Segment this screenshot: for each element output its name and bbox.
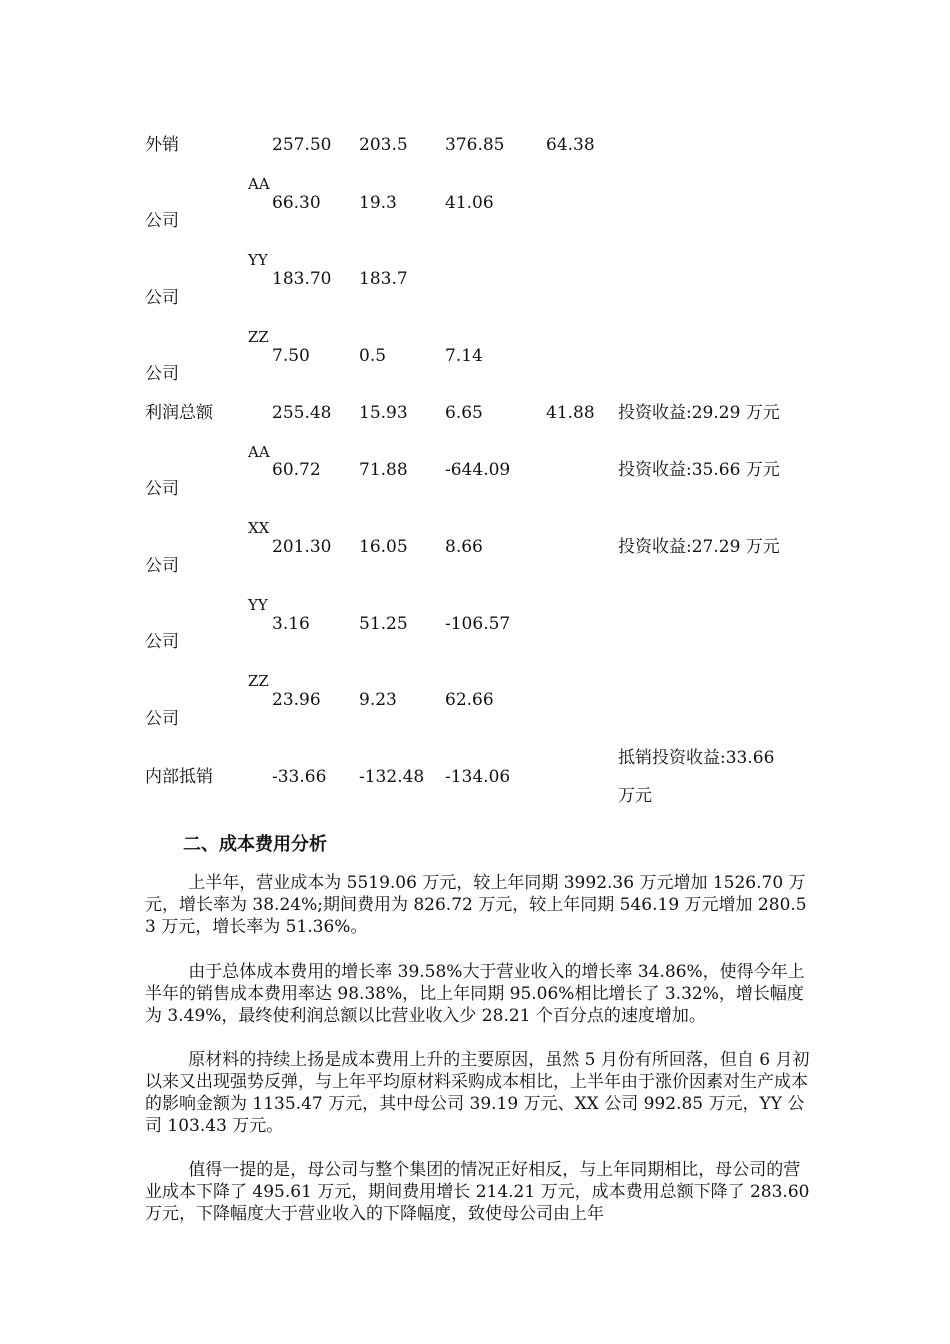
cell: 60.72 [272,460,321,480]
row-label: 外销 [145,135,179,155]
cell: 8.66 [445,537,483,557]
company-code: YY [248,596,268,614]
row-label: 公司 [145,364,179,384]
company-code: ZZ [248,672,269,690]
cell: 23.96 [272,690,321,710]
company-code: XX [248,519,270,537]
cell: 71.88 [359,460,408,480]
row-label: 内部抵销 [145,767,213,787]
paragraph: 由于总体成本费用的增长率 39.58%大于营业收入的增长率 34.86%，使得今年上半年的销售成本费用率达 98.38%，比上年同期 95.06%相比增长了 3.32%，增长幅度为 3.49%，最终使利润总额以比营业收入少 28.21 个百分点的速度增加。 [145,962,805,1026]
cell: -134.06 [445,767,511,787]
row-label: 公司 [145,211,179,231]
row-note-continued: 万元 [618,786,652,806]
cell: 7.50 [272,346,310,366]
cell: 201.30 [272,537,332,557]
cell: 255.48 [272,403,332,423]
row-label: 公司 [145,632,179,652]
row-label: 公司 [145,709,179,729]
cell: 376.85 [445,135,505,155]
cell: 3.16 [272,614,310,634]
cell: -132.48 [359,767,425,787]
cell: 9.23 [359,690,397,710]
cell: 64.38 [546,135,595,155]
row-label: 公司 [145,556,179,576]
cell: 15.93 [359,403,408,423]
cell: 16.05 [359,537,408,557]
cell: 7.14 [445,346,483,366]
row-label: 公司 [145,479,179,499]
cell: 183.70 [272,269,332,289]
row-label: 利润总额 [145,403,213,423]
row-note: 投资收益:29.29 万元 [618,403,780,423]
cell: 62.66 [445,690,494,710]
company-code: AA [248,443,270,461]
paragraph: 原材料的持续上扬是成本费用上升的主要原因，虽然 5 月份有所回落，但自 6 月初以来又出现强势反弹，与上年平均原材料采购成本相比，上半年由于涨价因素对生产成本的影响金额为 1135.47 万元，其中母公司 39.19 万元、XX 公司 992.85 万元，YY 公司 103.43 万元。 [145,1050,810,1136]
cell: 51.25 [359,614,408,634]
paragraph: 值得一提的是，母公司与整个集团的情况正好相反，与上年同期相比，母公司的营业成本下降了 495.61 万元，期间费用增长 214.21 万元，成本费用总额下降了 283.60 万元，下降幅度大于营业收入的下降幅度，致使母公司由上年 [145,1160,815,1224]
row-label: 公司 [145,288,179,308]
company-code: ZZ [248,328,269,346]
row-note: 抵销投资收益:33.66 [618,748,775,768]
cell: 203.5 [359,135,408,155]
cell: -644.09 [445,460,511,480]
cell: -33.66 [272,767,327,787]
cell: 19.3 [359,193,397,213]
cell: 0.5 [359,346,387,366]
cell: 6.65 [445,403,483,423]
cell: 183.7 [359,269,408,289]
paragraph: 上半年，营业成本为 5519.06 万元，较上年同期 3992.36 万元增加 1526.70 万元，增长率为 38.24%;期间费用为 826.72 万元，较上年同期 546.19 万元增加 280.53 万元，增长率为 51.36%。 [145,873,807,937]
company-code: YY [248,251,268,269]
row-note: 投资收益:35.66 万元 [618,460,780,480]
section-heading: 二、成本费用分析 [183,834,327,855]
cell: -106.57 [445,614,511,634]
cell: 41.06 [445,193,494,213]
cell: 66.30 [272,193,321,213]
row-note: 投资收益:27.29 万元 [618,537,780,557]
cell: 41.88 [546,403,595,423]
cell: 257.50 [272,135,332,155]
company-code: AA [248,175,270,193]
